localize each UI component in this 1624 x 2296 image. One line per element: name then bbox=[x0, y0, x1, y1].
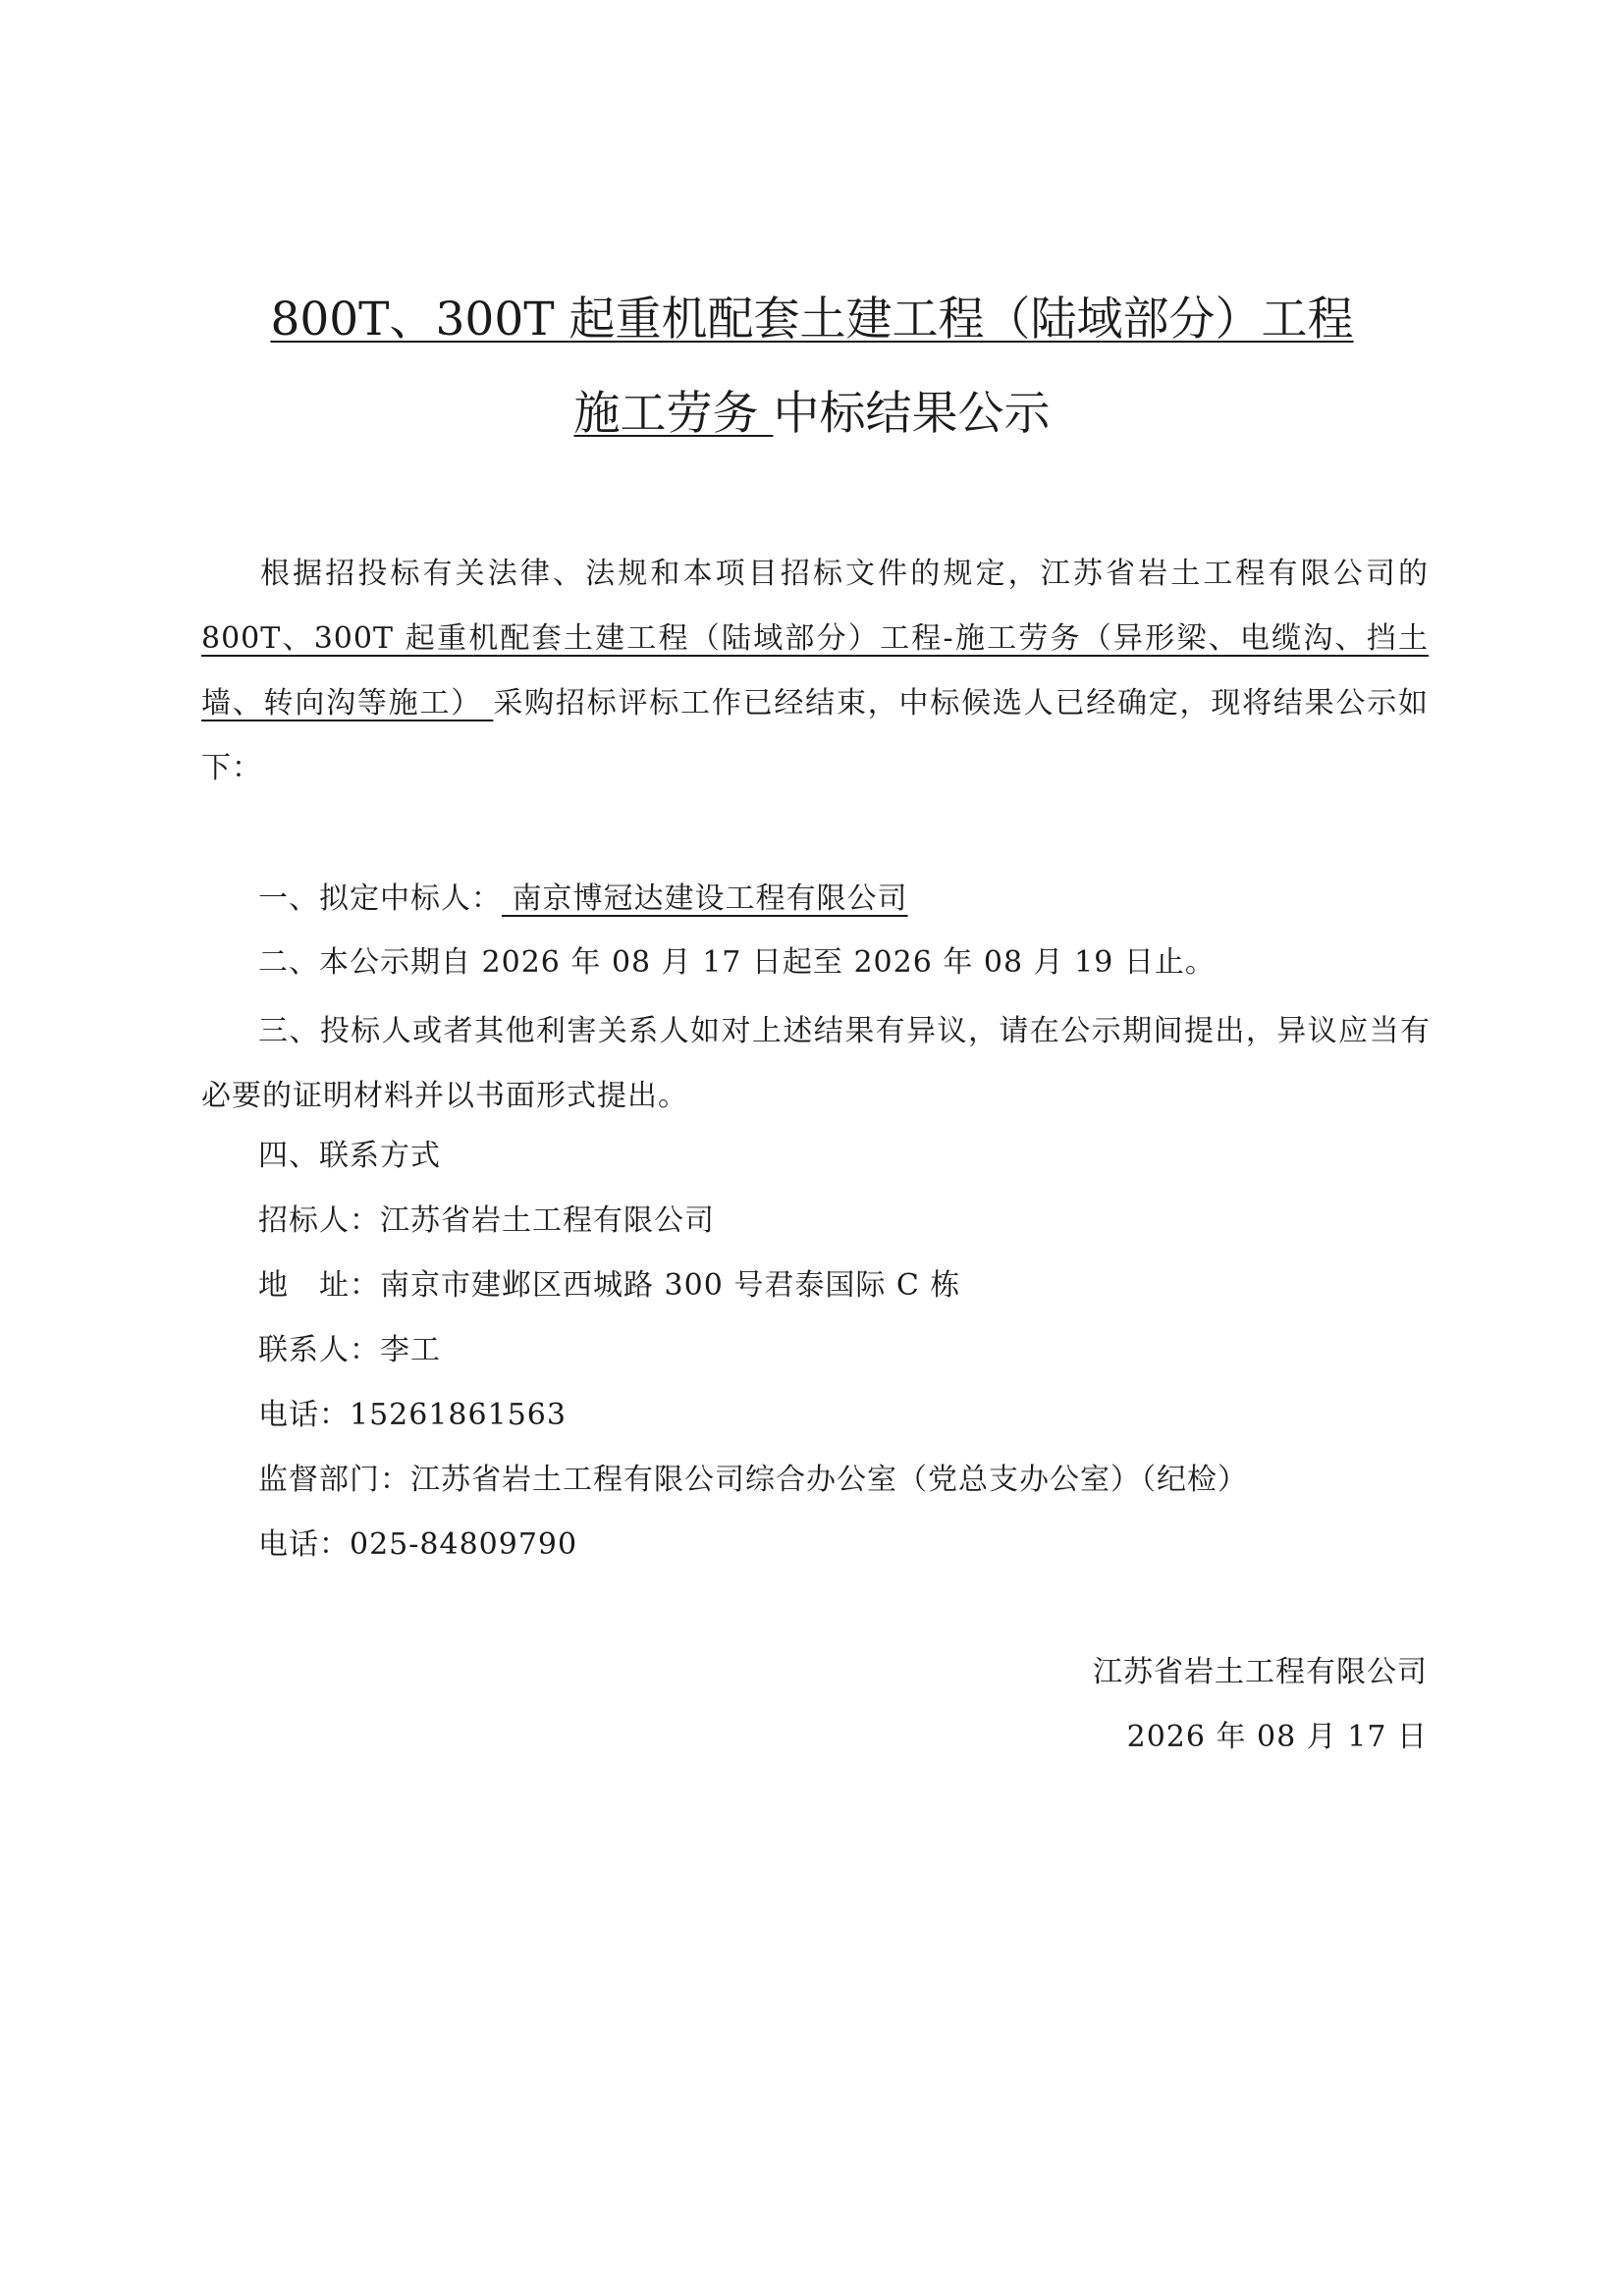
contact-person-line: 联系人：李工 bbox=[258, 1333, 441, 1367]
title-underlined-text: 施工劳务 bbox=[573, 387, 774, 441]
winner-line bbox=[258, 874, 908, 917]
document-title-line-2 bbox=[0, 385, 1624, 444]
contact-heading: 四、联系方式 bbox=[258, 1139, 441, 1173]
period-line: 二、本公示期自 2026 年 08 月 17 日起至 2026 年 08 月 19 日止。 bbox=[258, 945, 1216, 980]
phone-line: 电话：15261861563 bbox=[258, 1398, 567, 1432]
intro-part-1: 根据招投标有关法律、法规和本项目招标文件的规定，江苏省岩土工程有限公司的 bbox=[260, 557, 1429, 591]
intro-part-2: 采购招标评标工作已经结束，中标候选人已经确定，现将结果公示如下： bbox=[201, 686, 1430, 785]
objection-paragraph: 三、投标人或者其他利害关系人如对上述结果有异议，请在公示期间提出，异议应当有必要的证明材料并以书面形式提出。 bbox=[201, 1014, 1431, 1113]
signature-date: 2026 年 08 月 17 日 bbox=[1126, 1720, 1428, 1754]
project-name: 800T、300T 起重机配套土建工程（陆域部分）工程-施工劳务（异形梁、电缆沟、挡土墙、转向沟等施工） bbox=[201, 621, 1429, 721]
tenderer-line: 招标人：江苏省岩土工程有限公司 bbox=[258, 1203, 715, 1238]
document-title-line-1 bbox=[0, 291, 1624, 349]
intro-paragraph bbox=[201, 542, 1429, 801]
address-line: 地 址：南京市建邺区西城路 300 号君泰国际 C 栋 bbox=[258, 1268, 961, 1303]
title-rest-text: 中标结果公示 bbox=[773, 387, 1051, 441]
signature-company: 江苏省岩土工程有限公司 bbox=[1093, 1655, 1428, 1689]
title-line-1-text: 800T、300T 起重机配套土建工程（陆域部分）工程 bbox=[270, 293, 1354, 347]
winner-value: 南京博冠达建设工程有限公司 bbox=[502, 881, 908, 916]
winner-label: 一、拟定中标人： bbox=[258, 881, 502, 916]
supervisor-line: 监督部门：江苏省岩土工程有限公司综合办公室（党总支办公室）（纪检） bbox=[258, 1463, 1248, 1497]
supervisor-phone-line: 电话：025-84809790 bbox=[258, 1527, 578, 1562]
